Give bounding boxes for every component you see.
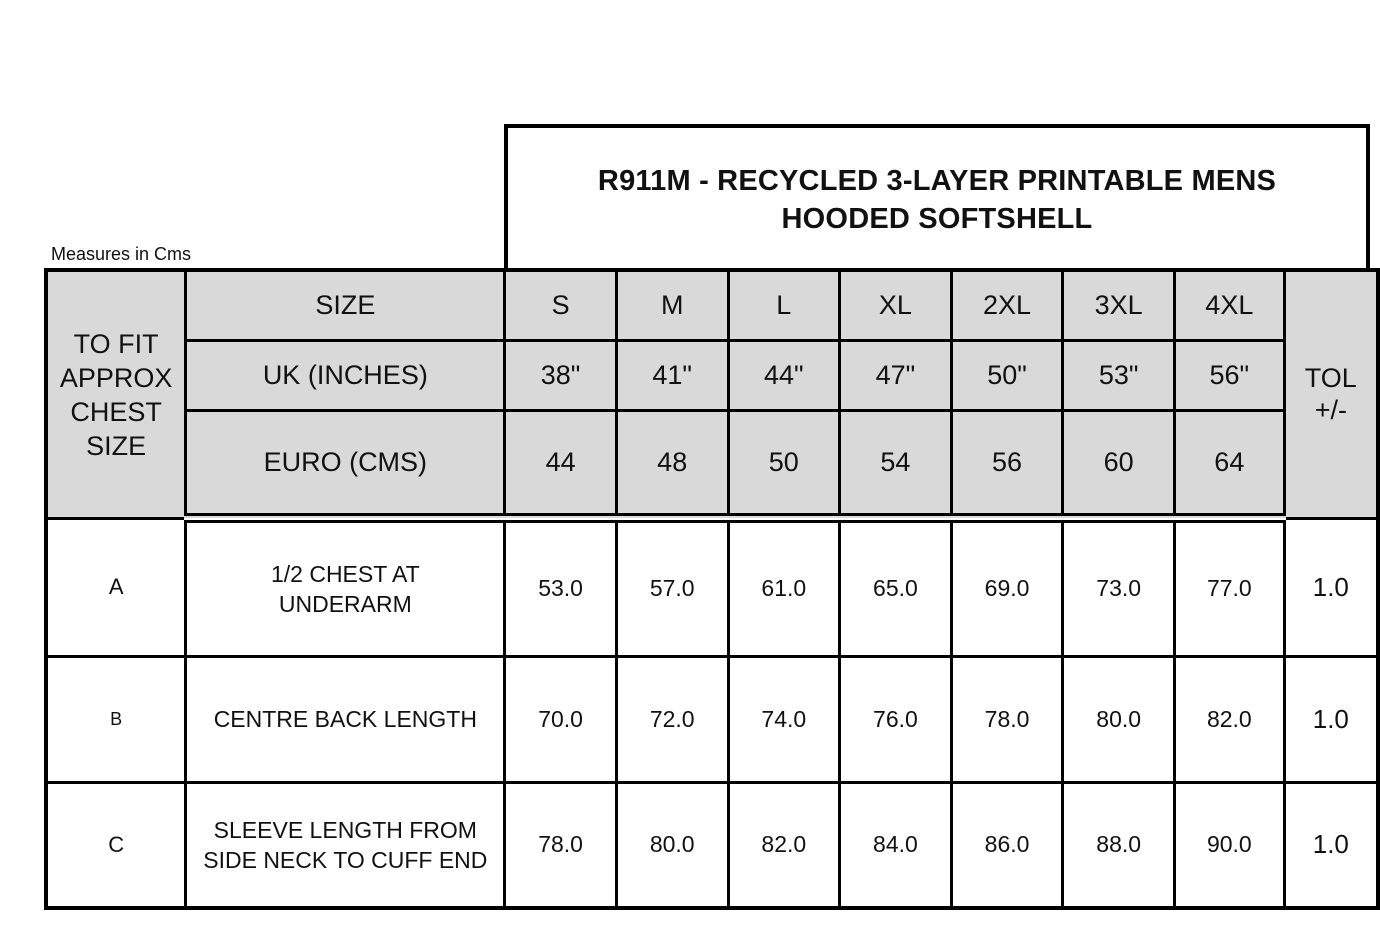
to-fit-line-3: CHEST	[70, 397, 162, 428]
header-row-uk	[46, 340, 1378, 410]
tolerance-value: 1.0	[1284, 518, 1378, 656]
measure-description-line: UNDERARM	[278, 590, 412, 617]
size-header: 2XL	[951, 270, 1063, 340]
units-note: Measures in Cms	[51, 244, 192, 264]
measure-code: B	[46, 656, 186, 782]
euro-value: 60	[1063, 410, 1175, 518]
uk-value: 53"	[1063, 340, 1175, 410]
table-row	[46, 782, 1378, 908]
size-header: 3XL	[1063, 270, 1175, 340]
measure-value: 57.0	[616, 518, 728, 656]
size-chart-table	[44, 268, 1380, 910]
size-header: S	[505, 270, 617, 340]
measure-description-line: CENTRE BACK LENGTH	[213, 706, 477, 732]
header-row-euro	[46, 410, 1378, 518]
measure-value: 78.0	[505, 782, 617, 908]
measure-value: 82.0	[1175, 656, 1285, 782]
measure-description	[186, 656, 505, 782]
measure-value: 86.0	[951, 782, 1063, 908]
measure-value: 90.0	[1175, 782, 1285, 908]
measure-value: 65.0	[840, 518, 952, 656]
to-fit-header	[46, 270, 186, 518]
measure-value: 80.0	[616, 782, 728, 908]
table-row	[46, 656, 1378, 782]
to-fit-line-1: TO FIT	[73, 329, 159, 360]
euro-value: 44	[505, 410, 617, 518]
measure-description-line: SIDE NECK TO CUFF END	[203, 846, 488, 873]
tolerance-value: 1.0	[1284, 656, 1378, 782]
to-fit-line-2: APPROX	[59, 363, 173, 394]
euro-value: 48	[616, 410, 728, 518]
measure-value: 70.0	[505, 656, 617, 782]
chart-title	[504, 124, 1370, 268]
uk-value: 41"	[616, 340, 728, 410]
size-header: L	[728, 270, 840, 340]
measure-description-line: 1/2 CHEST AT	[270, 560, 420, 587]
measure-value: 80.0	[1063, 656, 1175, 782]
measure-value: 61.0	[728, 518, 840, 656]
size-header: XL	[840, 270, 952, 340]
measure-code: A	[46, 518, 186, 656]
measure-value: 72.0	[616, 656, 728, 782]
size-label: SIZE	[186, 270, 505, 340]
measure-value: 53.0	[505, 518, 617, 656]
measure-value: 82.0	[728, 782, 840, 908]
measure-value: 73.0	[1063, 518, 1175, 656]
uk-value: 50"	[951, 340, 1063, 410]
measure-value: 78.0	[951, 656, 1063, 782]
measure-value: 84.0	[840, 782, 952, 908]
euro-value: 64	[1175, 410, 1285, 518]
uk-label: UK (INCHES)	[186, 340, 505, 410]
euro-value: 56	[951, 410, 1063, 518]
to-fit-line-4: SIZE	[86, 431, 147, 462]
measure-description	[186, 782, 505, 908]
size-header: 4XL	[1175, 270, 1285, 340]
measure-value: 88.0	[1063, 782, 1175, 908]
measure-value: 74.0	[728, 656, 840, 782]
uk-value: 38"	[505, 340, 617, 410]
tolerance-line-1: TOL	[1304, 363, 1357, 394]
tolerance-value: 1.0	[1284, 782, 1378, 908]
uk-value: 44"	[728, 340, 840, 410]
euro-value: 54	[840, 410, 952, 518]
table-row	[46, 518, 1378, 656]
tolerance-header	[1284, 270, 1378, 518]
header-row-size	[46, 270, 1378, 340]
euro-value: 50	[728, 410, 840, 518]
measure-value: 76.0	[840, 656, 952, 782]
size-header: M	[616, 270, 728, 340]
measure-value: 69.0	[951, 518, 1063, 656]
tolerance-line-2: +/-	[1314, 395, 1347, 426]
measure-description	[186, 518, 505, 656]
uk-value: 56"	[1175, 340, 1285, 410]
measure-value: 77.0	[1175, 518, 1285, 656]
measure-description-line: SLEEVE LENGTH FROM	[213, 816, 477, 843]
euro-label: EURO (CMS)	[186, 410, 505, 518]
chart-title-line-2: HOODED SOFTSHELL	[781, 203, 1093, 235]
uk-value: 47"	[840, 340, 952, 410]
measure-code: C	[46, 782, 186, 908]
chart-title-line-1: R911M - RECYCLED 3-LAYER PRINTABLE MENS	[597, 165, 1277, 197]
